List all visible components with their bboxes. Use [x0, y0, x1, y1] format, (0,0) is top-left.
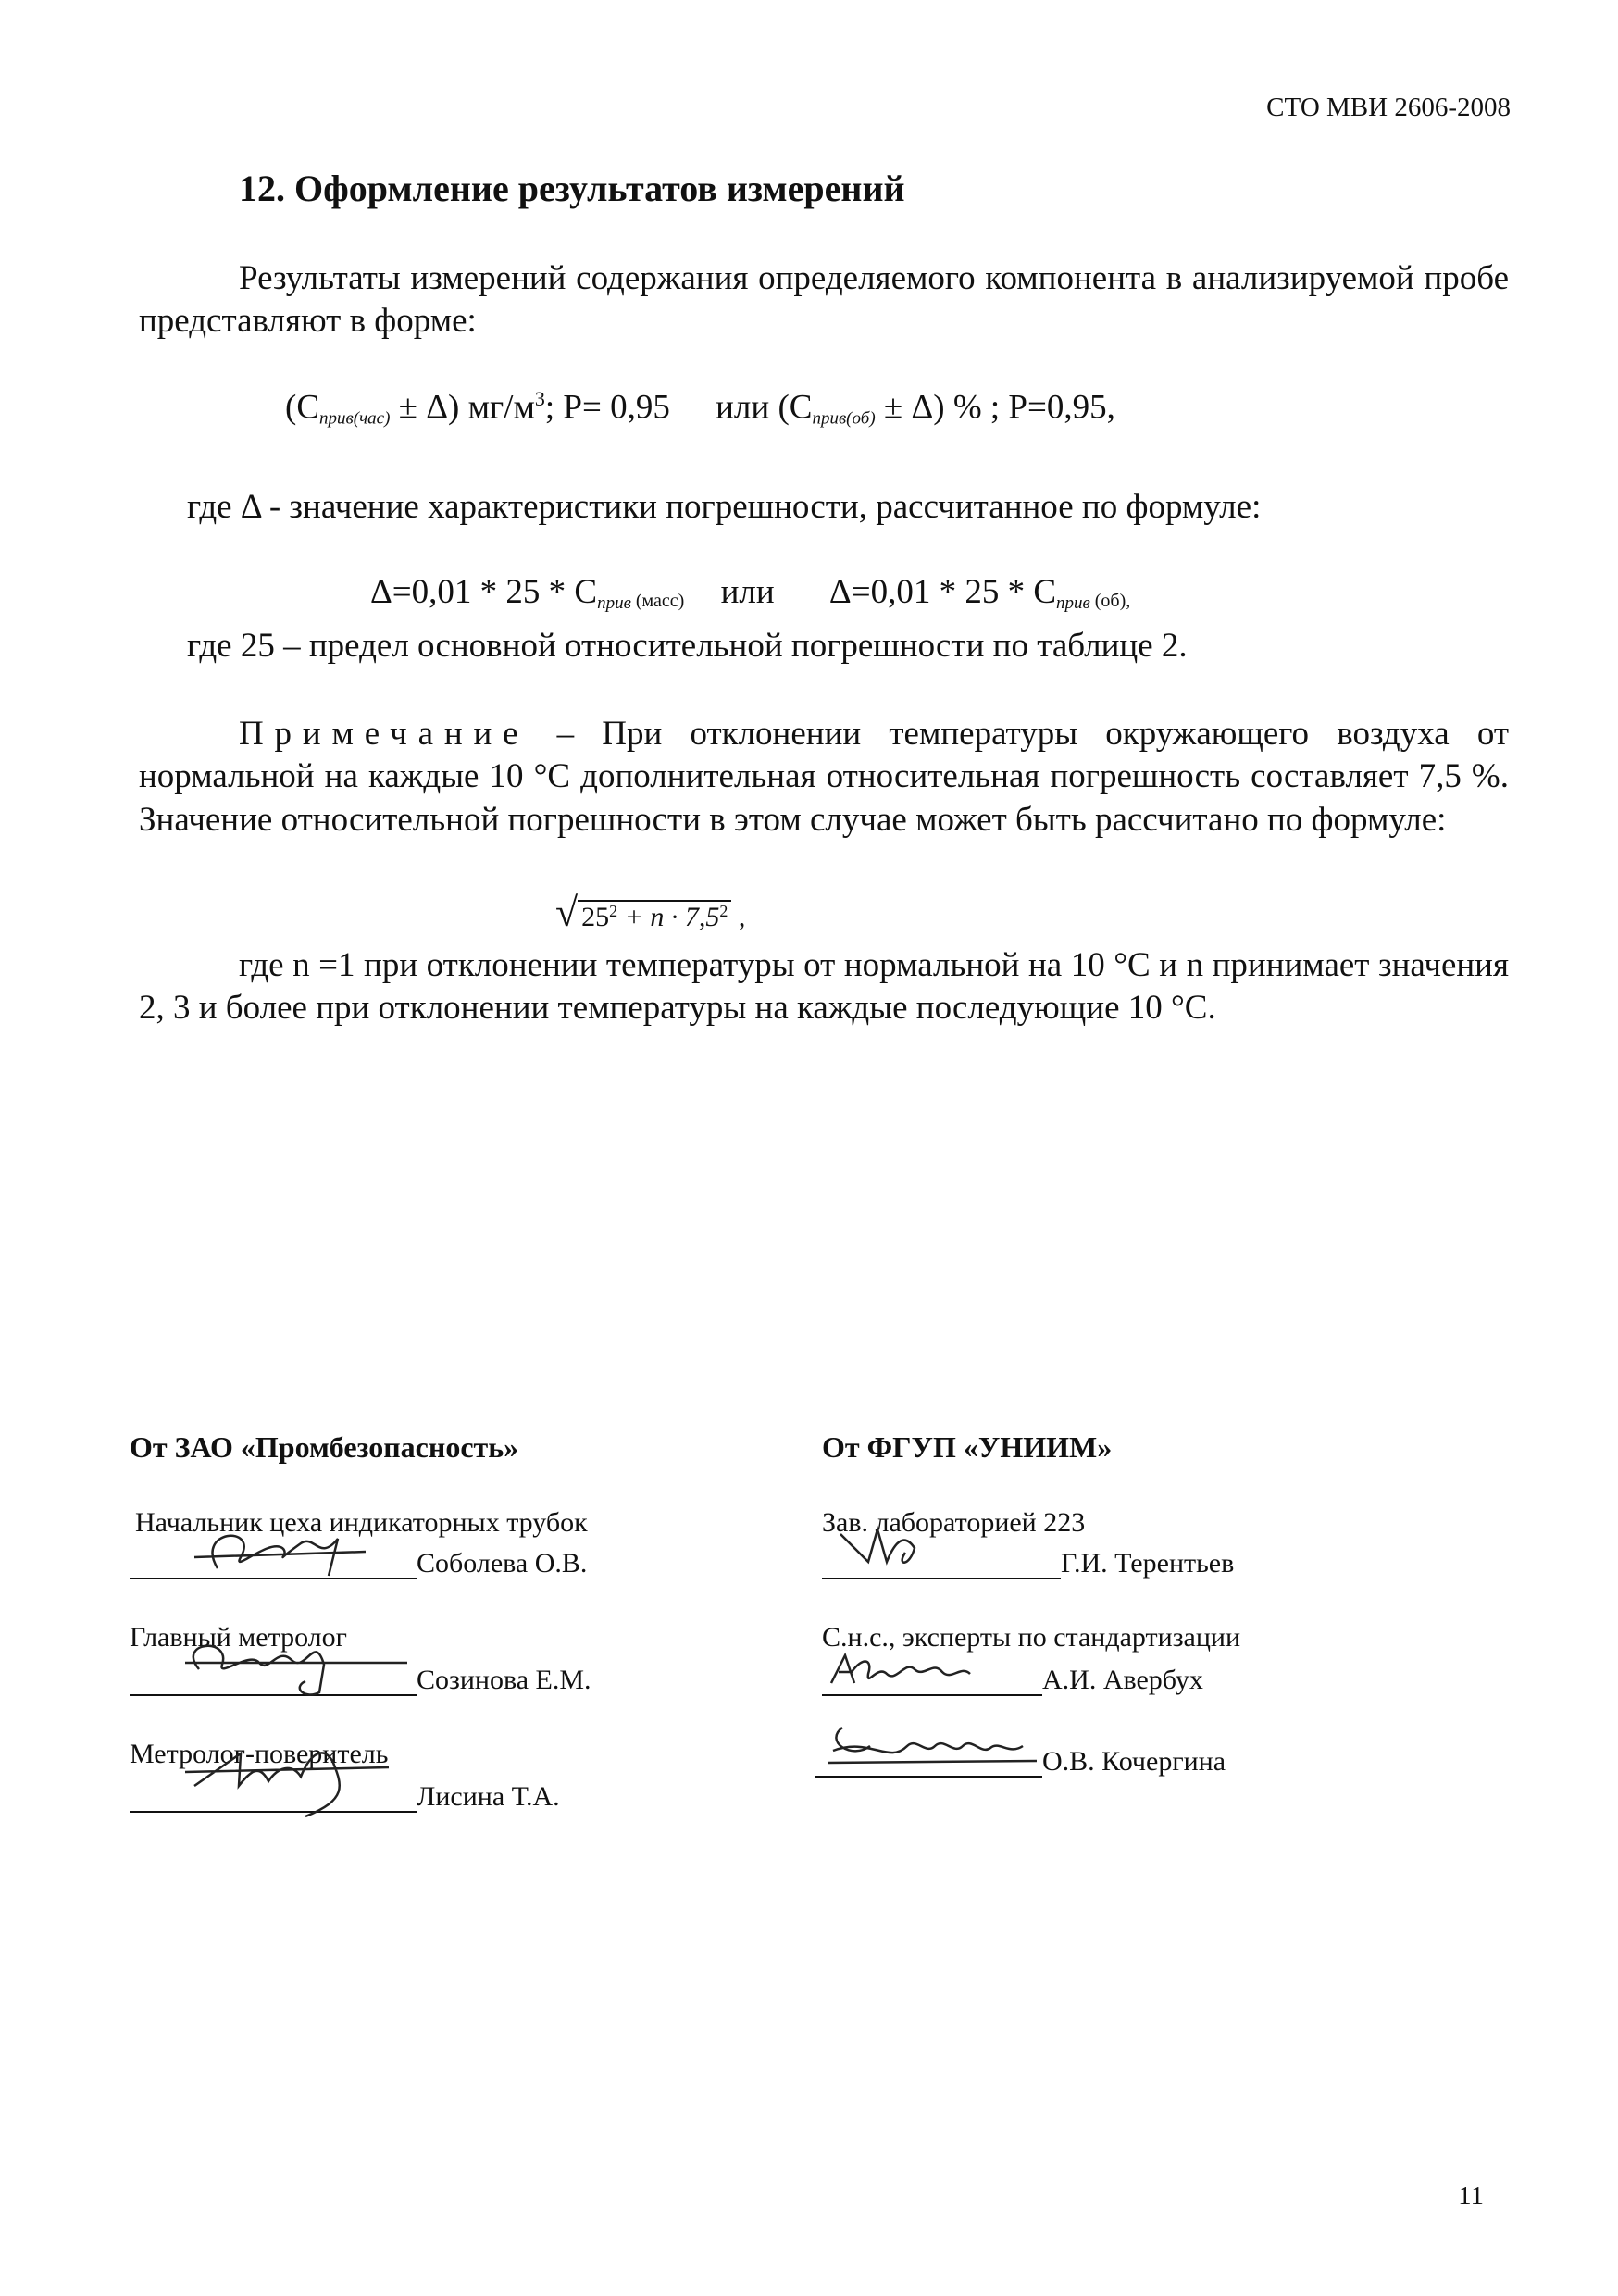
formula-root: √ $25^2 + n \cdot 7,5^2$ , — [555, 890, 746, 935]
signature-terentyev — [822, 1520, 1061, 1585]
left-name-2: Созинова Е.М. — [417, 1665, 591, 1695]
limit-definition: где 25 – предел основной относительной погрешности по таблице 2. — [187, 627, 1188, 665]
left-position-2: Главный метролог — [130, 1622, 347, 1653]
right-name-2: А.И. Авербух — [1042, 1665, 1203, 1695]
formula-delta: $\Delta=0,01 * 25 * C_{прив}$ (масс) или $\Delta=0,01 * 25 * C_{прив}$ (об), — [370, 573, 1131, 613]
left-signature-row-2 — [130, 1665, 591, 1696]
document-code: СТО МВИ 2606-2008 — [1266, 93, 1511, 122]
left-org-title: От ЗАО «Промбезопасность» — [130, 1430, 519, 1464]
right-signature-row-2 — [822, 1665, 1203, 1696]
formula-result: $(C_{прив(час)} \pm \Delta)$ $мг/м^3$; P= 0,95 или $(C_{прив(об)} \pm \Delta)$ % ; P=0,95, — [285, 387, 1115, 429]
intro-text: Результаты измерений содержания определяемого компонента в анализируемой пробе представляют в форме: — [139, 259, 1509, 341]
right-position-1: Зав. лабораторией 223 — [822, 1507, 1086, 1538]
left-position-3: Метролог-поверитель — [130, 1739, 389, 1769]
right-position-2: С.н.с., эксперты по стандартизации — [822, 1622, 1241, 1653]
note-text: – При отклонении температуры окружающего воздуха от нормальной на каждые 10 °С дополнительная относительная погрешность составляет 7,5 %. Значение относительной погрешности в этом случае может быть рассчитано по формуле: — [139, 715, 1510, 839]
note-paragraph — [139, 713, 1509, 842]
signature-sozinova — [130, 1628, 417, 1702]
signature-soboleva — [130, 1520, 417, 1585]
page-number: 11 — [1458, 2181, 1484, 2211]
left-signature-row-1 — [130, 1548, 587, 1579]
left-signature-row-3 — [130, 1781, 560, 1813]
delta-definition: где Δ - значение характеристики погрешности, рассчитанное по формуле: — [187, 488, 1262, 526]
intro-paragraph — [139, 257, 1509, 343]
section-title: 12. Оформление результатов измерений — [239, 168, 905, 209]
right-name-3: О.В. Кочергина — [1042, 1746, 1226, 1777]
note-label: Примечание — [239, 715, 529, 753]
left-name-3: Лисина Т.А. — [417, 1781, 560, 1812]
left-name-1: Соболева О.В. — [417, 1548, 588, 1578]
right-signature-row-1 — [822, 1548, 1234, 1579]
signature-kochergina — [815, 1709, 1042, 1783]
left-position-1: Начальник цеха индикаторных трубок — [135, 1507, 588, 1538]
n-definition: где n =1 при отклонении температуры от нормальной на 10 °С и n принимает значения 2, 3 и более при отклонении температуры на каждые последующие 10 °С. — [139, 946, 1509, 1028]
signature-lisina — [130, 1735, 417, 1818]
right-signature-row-3 — [815, 1746, 1226, 1778]
signature-averbukh — [822, 1637, 1042, 1702]
right-org-title: От ФГУП «УНИИМ» — [822, 1430, 1113, 1464]
right-name-1: Г.И. Терентьев — [1061, 1548, 1235, 1578]
